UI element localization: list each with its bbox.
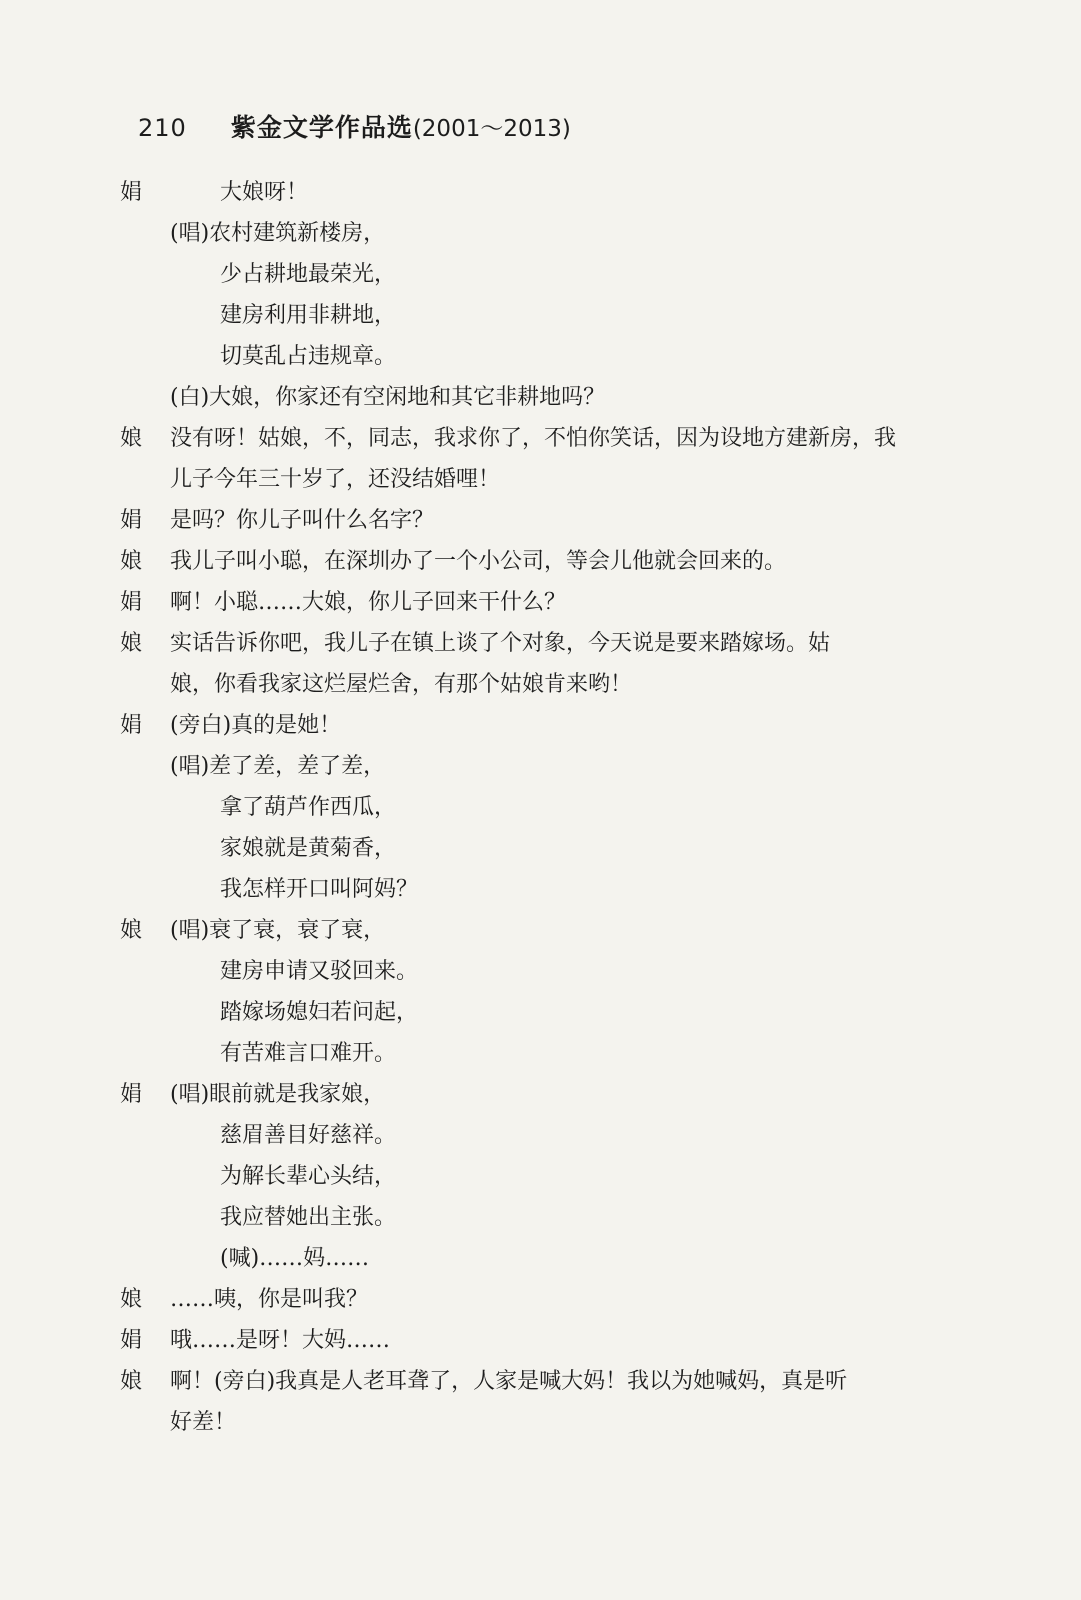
- dialogue-text: 哦……是呀！大妈……: [170, 1328, 391, 1353]
- dialogue-line: [120, 623, 940, 664]
- dialogue-text: (唱)农村建筑新楼房，: [170, 221, 386, 246]
- dialogue-line: [120, 1361, 940, 1402]
- dialogue-text: (旁白)真的是她！: [170, 713, 342, 738]
- dialogue-line: [120, 295, 940, 336]
- dialogue-line: [120, 418, 940, 459]
- dialogue-text: 踏嫁场媳妇若问起，: [220, 1000, 419, 1025]
- speaker-label: 娟: [120, 1082, 143, 1107]
- dialogue-text: 是吗？你儿子叫什么名字？: [170, 508, 435, 533]
- dialogue-text: 儿子今年三十岁了，还没结婚哩！: [170, 467, 501, 492]
- dialogue-text: 少占耕地最荣光，: [220, 262, 397, 287]
- dialogue-text: 娘，你看我家这烂屋烂舍，有那个姑娘肯来哟！: [170, 672, 633, 697]
- dialogue-line: [120, 1402, 940, 1443]
- speaker-label: 娘: [120, 426, 143, 451]
- dialogue-text: 我应替她出主张。: [220, 1205, 397, 1230]
- dialogue-text: (白)大娘，你家还有空闲地和其它非耕地吗？: [170, 385, 606, 410]
- speaker-label: 娘: [120, 1287, 143, 1312]
- speaker-label: 娘: [120, 549, 143, 574]
- dialogue-text: (唱)眼前就是我家娘，: [170, 1082, 386, 1107]
- dialogue-line: [120, 951, 940, 992]
- speaker-label: 娟: [120, 180, 143, 205]
- dialogue-line: [120, 459, 940, 500]
- dialogue-text: 实话告诉你吧，我儿子在镇上谈了个对象，今天说是要来踏嫁场。姑: [170, 631, 831, 656]
- dialogue-line: [120, 664, 940, 705]
- page-header: [138, 108, 571, 148]
- dialogue-line: [120, 1238, 940, 1279]
- dialogue-text: 建房利用非耕地，: [220, 303, 397, 328]
- dialogue-text: ……咦，你是叫我？: [170, 1287, 369, 1312]
- dialogue-text: 为解长辈心头结，: [220, 1164, 397, 1189]
- dialogue-line: [120, 828, 940, 869]
- dialogue-text: 好差！: [170, 1410, 237, 1435]
- dialogue-text: (喊)……妈……: [220, 1246, 370, 1271]
- dialogue-line: [120, 336, 940, 377]
- speaker-label: 娘: [120, 631, 143, 656]
- dialogue-line: [120, 172, 940, 213]
- dialogue-line: [120, 705, 940, 746]
- speaker-label: 娘: [120, 918, 143, 943]
- dialogue-text: (唱)差了差，差了差，: [170, 754, 386, 779]
- dialogue-line: [120, 1033, 940, 1074]
- speaker-label: 娟: [120, 508, 143, 533]
- dialogue-text: 切莫乱占违规章。: [220, 344, 397, 369]
- dialogue-text: 建房申请又驳回来。: [220, 959, 419, 984]
- speaker-label: 娟: [120, 1328, 143, 1353]
- speaker-label: 娟: [120, 713, 143, 738]
- dialogue-text: 啊！(旁白)我真是人老耳聋了，人家是喊大妈！我以为她喊妈，真是听: [170, 1369, 848, 1394]
- dialogue-line: [120, 377, 940, 418]
- dialogue-line: [120, 1320, 940, 1361]
- speaker-label: 娟: [120, 590, 143, 615]
- dialogue-line: [120, 869, 940, 910]
- dialogue-line: [120, 500, 940, 541]
- dialogue-line: [120, 254, 940, 295]
- dialogue-line: [120, 1115, 940, 1156]
- dialogue-text: 家娘就是黄菊香，: [220, 836, 397, 861]
- dialogue-line: [120, 787, 940, 828]
- page-number: 210: [138, 114, 187, 142]
- dialogue-line: [120, 1279, 940, 1320]
- script-body: [120, 172, 940, 1443]
- dialogue-line: [120, 746, 940, 787]
- dialogue-line: [120, 910, 940, 951]
- book-title: 紫金文学作品选: [230, 113, 413, 142]
- dialogue-text: 有苦难言口难开。: [220, 1041, 397, 1066]
- dialogue-text: 没有呀！姑娘，不，同志，我求你了，不怕你笑话，因为设地方建新房，我: [170, 426, 897, 451]
- dialogue-text: 大娘呀！: [220, 180, 309, 205]
- dialogue-text: 啊！小聪……大娘，你儿子回来干什么？: [170, 590, 567, 615]
- dialogue-text: 我儿子叫小聪，在深圳办了一个小公司，等会儿他就会回来的。: [170, 549, 787, 574]
- dialogue-text: 拿了葫芦作西瓜，: [220, 795, 397, 820]
- dialogue-text: 慈眉善目好慈祥。: [220, 1123, 397, 1148]
- dialogue-text: 我怎样开口叫阿妈？: [220, 877, 419, 902]
- dialogue-line: [120, 541, 940, 582]
- dialogue-line: [120, 582, 940, 623]
- speaker-label: 娘: [120, 1369, 143, 1394]
- dialogue-text: (唱)衰了衰，衰了衰，: [170, 918, 386, 943]
- dialogue-line: [120, 213, 940, 254]
- dialogue-line: [120, 1197, 940, 1238]
- dialogue-line: [120, 992, 940, 1033]
- book-years: (2001～2013): [412, 116, 571, 142]
- dialogue-line: [120, 1074, 940, 1115]
- dialogue-line: [120, 1156, 940, 1197]
